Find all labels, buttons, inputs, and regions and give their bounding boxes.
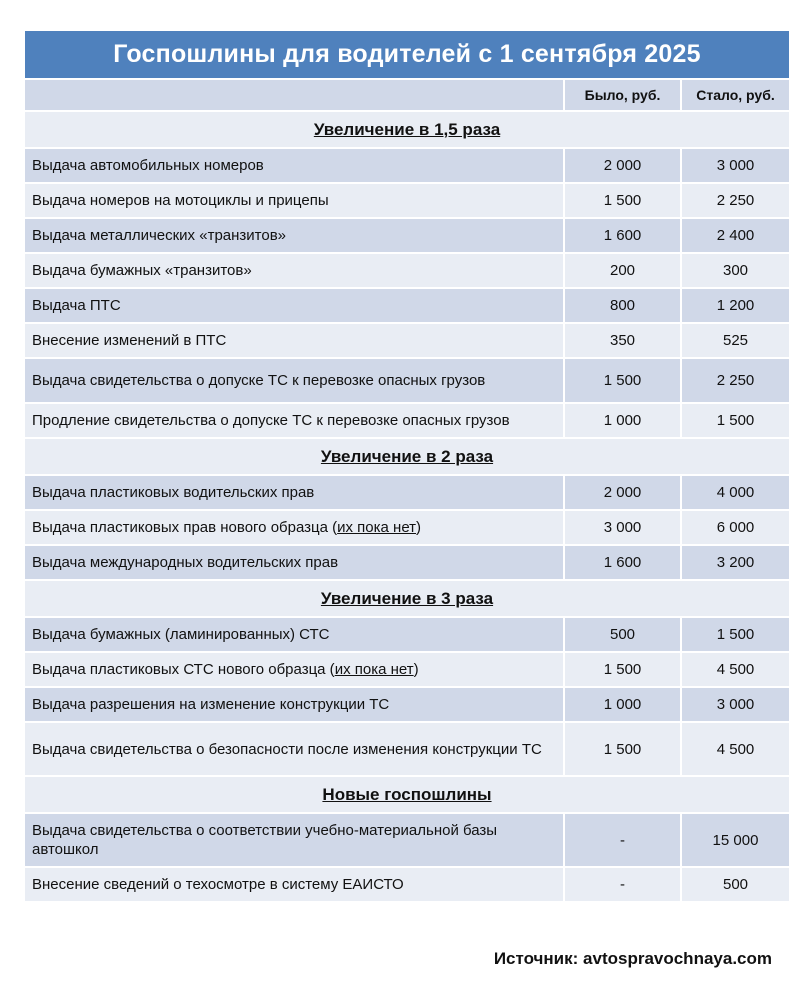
service-name-text: Выдача пластиковых СТС нового образца ( (32, 661, 335, 678)
table-row (25, 358, 789, 403)
service-name (25, 288, 564, 323)
table-row (25, 652, 789, 687)
service-name-text: Выдача свидетельства о соответствии учебно-материальной базы автошкол (32, 822, 498, 858)
table-row (25, 475, 789, 510)
service-name-text: Выдача номеров на мотоциклы и прицепы (32, 192, 329, 209)
service-name (25, 510, 564, 545)
page-title: Госпошлины для водителей с 1 сентября 2025 (25, 31, 789, 78)
fee-now-value: 2 250 (681, 358, 789, 403)
service-name-text: Выдача международных водительских прав (32, 554, 339, 571)
service-name-text: Выдача пластиковых прав нового образца ( (32, 519, 338, 536)
service-name-text: Выдача ПТС (32, 297, 121, 314)
service-name (25, 617, 564, 652)
service-name (25, 867, 564, 901)
service-name-text: Выдача металлических «транзитов» (32, 227, 287, 244)
service-name-text: Внесение изменений в ПТС (32, 332, 227, 349)
fee-was-value: 500 (564, 617, 681, 652)
service-name-text: Внесение сведений о техосмотре в систему ЕАИСТО (32, 876, 404, 893)
service-name-tail: ) (413, 661, 419, 678)
section-heading: Увеличение в 3 раза (25, 580, 789, 617)
service-name (25, 218, 564, 253)
table-row (25, 183, 789, 218)
table-row (25, 148, 789, 183)
service-name (25, 358, 564, 403)
service-name (25, 652, 564, 687)
table-row (25, 617, 789, 652)
table-row (25, 510, 789, 545)
table-row (25, 323, 789, 358)
table-row (25, 687, 789, 722)
fee-now-value: 6 000 (681, 510, 789, 545)
service-name-text: Продление свидетельства о допуске ТС к перевозке опасных грузов (32, 412, 510, 429)
column-header-was: Было, руб. (564, 79, 681, 111)
service-name-text: Выдача бумажных (ламинированных) СТС (32, 626, 330, 643)
fee-now-value: 1 500 (681, 617, 789, 652)
fee-was-value: 1 500 (564, 183, 681, 218)
fee-table-sheet (25, 31, 789, 901)
fee-was-value: 2 000 (564, 475, 681, 510)
fee-now-value: 15 000 (681, 813, 789, 867)
fee-now-value: 3 000 (681, 687, 789, 722)
fee-now-value: 4 500 (681, 722, 789, 776)
fee-now-value: 1 500 (681, 403, 789, 438)
service-name (25, 813, 564, 867)
service-name (25, 323, 564, 358)
not-yet-available-link[interactable]: их пока нет (337, 519, 417, 536)
fee-was-value: 1 500 (564, 722, 681, 776)
fee-was-value: 3 000 (564, 510, 681, 545)
table-row (25, 867, 789, 901)
fee-was-value: 350 (564, 323, 681, 358)
table-row (25, 722, 789, 776)
service-name-tail: ) (416, 519, 422, 536)
section-header-row (25, 438, 789, 475)
fee-was-value: 1 600 (564, 218, 681, 253)
service-name-text: Выдача свидетельства о безопасности после изменения конструкции ТС (32, 740, 542, 758)
section-header-row (25, 111, 789, 148)
service-name (25, 687, 564, 722)
fee-now-value: 4 500 (681, 652, 789, 687)
service-name (25, 253, 564, 288)
table-row (25, 288, 789, 323)
service-name (25, 183, 564, 218)
fee-now-value: 3 000 (681, 148, 789, 183)
table-row (25, 403, 789, 438)
fee-was-value: 2 000 (564, 148, 681, 183)
service-name (25, 545, 564, 580)
fee-now-value: 3 200 (681, 545, 789, 580)
fee-was-value: 1 000 (564, 403, 681, 438)
fee-now-value: 2 400 (681, 218, 789, 253)
service-name-text: Выдача пластиковых водительских прав (32, 484, 315, 501)
fee-now-value: 500 (681, 867, 789, 901)
section-heading: Увеличение в 1,5 раза (25, 111, 789, 148)
table-row (25, 218, 789, 253)
table-row (25, 545, 789, 580)
fee-was-value: - (564, 813, 681, 867)
service-name (25, 148, 564, 183)
section-heading: Увеличение в 2 раза (25, 438, 789, 475)
fee-was-value: 1 000 (564, 687, 681, 722)
fee-was-value: - (564, 867, 681, 901)
service-name-text: Выдача бумажных «транзитов» (32, 262, 252, 279)
fee-now-value: 2 250 (681, 183, 789, 218)
fee-now-value: 300 (681, 253, 789, 288)
section-heading: Новые госпошлины (25, 776, 789, 813)
section-header-row (25, 580, 789, 617)
table-row (25, 253, 789, 288)
fee-now-value: 525 (681, 323, 789, 358)
service-name-text: Выдача разрешения на изменение конструкции ТС (32, 696, 390, 713)
column-header-row (25, 79, 789, 111)
fee-was-value: 200 (564, 253, 681, 288)
fee-table (25, 78, 789, 901)
fee-was-value: 1 500 (564, 358, 681, 403)
column-header-now: Стало, руб. (681, 79, 789, 111)
service-name (25, 403, 564, 438)
service-name (25, 475, 564, 510)
column-header-service (25, 79, 564, 111)
fee-was-value: 1 500 (564, 652, 681, 687)
service-name (25, 722, 564, 776)
fee-now-value: 1 200 (681, 288, 789, 323)
not-yet-available-link[interactable]: их пока нет (334, 661, 414, 678)
fee-now-value: 4 000 (681, 475, 789, 510)
source-credit: Источник: avtospravochnaya.com (493, 949, 772, 968)
service-name-text: Выдача свидетельства о допуске ТС к перевозке опасных грузов (32, 372, 486, 389)
section-header-row (25, 776, 789, 813)
fee-was-value: 1 600 (564, 545, 681, 580)
fee-was-value: 800 (564, 288, 681, 323)
table-row (25, 813, 789, 867)
service-name-text: Выдача автомобильных номеров (32, 157, 264, 174)
